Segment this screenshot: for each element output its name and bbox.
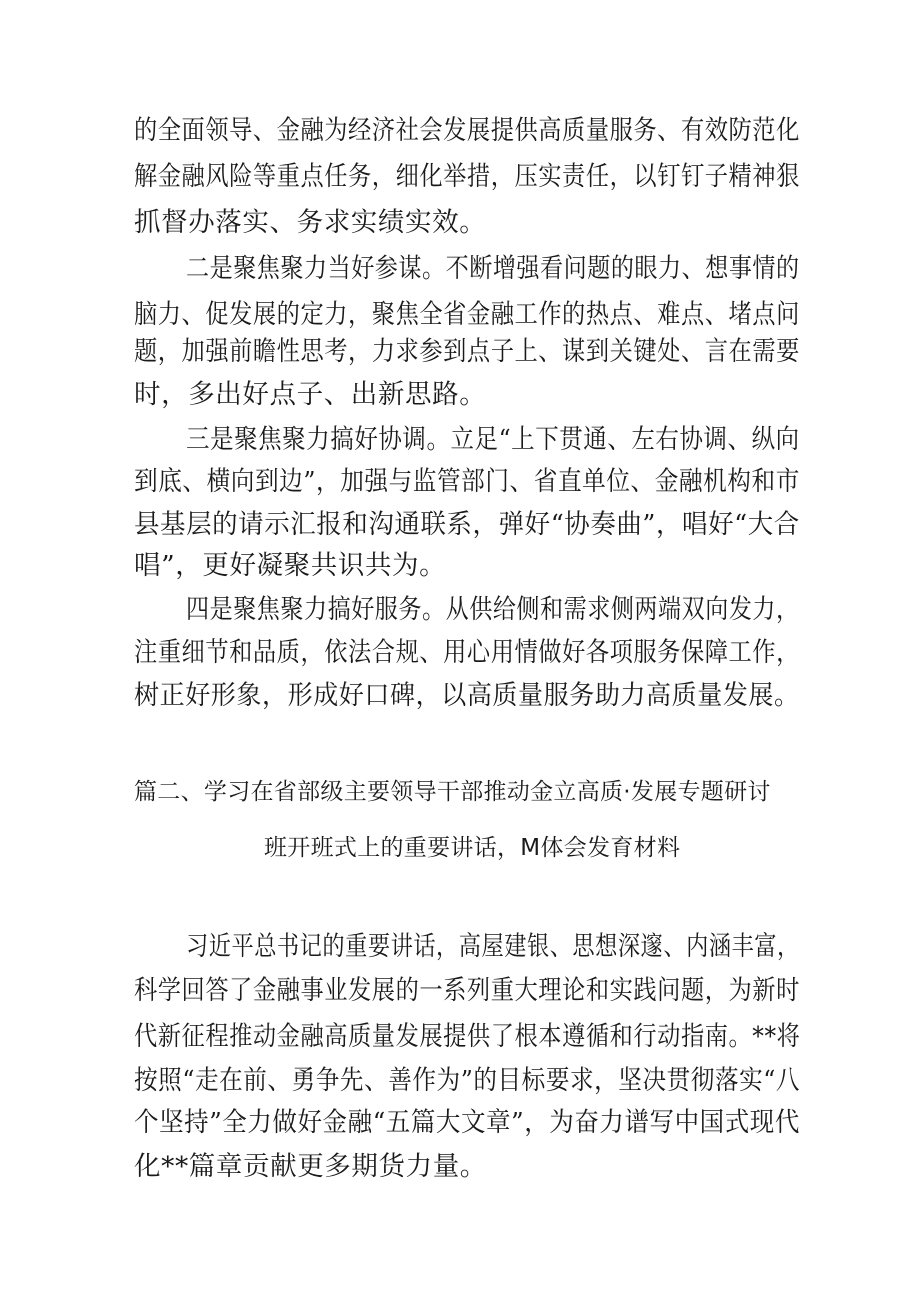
paragraph-line: 四是聚焦聚力搞好服务。从供给侧和需求侧两端双向发力， [186,594,800,625]
paragraph-line: 到底、横向到边”，加强与监管部门、省直单位、金融机构和市 [134,466,800,497]
paragraph-line: 化**篇章贡献更多期货力量。 [134,1151,487,1182]
paragraph-line: 脑力、促发展的定力，聚焦全省金融工作的热点、难点、堵点问 [134,299,800,330]
paragraph-line: 注重细节和品质，依法合规、用心用情做好各项服务保障工作， [134,637,800,668]
section-heading-line-1: 篇二、学习在省部级主要领导干部推动金立高质·发展专题研讨 [134,779,771,805]
paragraph-line: 科学回答了金融事业发展的一系列重大理论和实践问题，为新时 [134,975,800,1006]
paragraph-line: 题，加强前瞻性思考，力求参到点子上、谋到关键处、言在需要 [134,336,800,367]
paragraph-line: 树正好形象，形成好口碑，以高质量服务助力高质量发展。 [134,680,800,711]
paragraph-line: 的全面领导、金融为经济社会发展提供高质量服务、有效防范化 [134,115,800,146]
paragraph-line: 抓督办落实、务求实绩实效。 [134,207,487,238]
paragraph-line: 按照“走在前、勇争先、善作为”的目标要求，坚决贯彻落实“八 [134,1065,801,1096]
paragraph-line: 县基层的请示汇报和沟通联系，弹好“协奏曲”，唱好“大合 [134,509,800,540]
paragraph-line: 三是聚焦聚力搞好协调。立足“上下贯通、左右协调、纵向 [186,424,800,455]
paragraph-line: 唱”，更好凝聚共识共为。 [134,550,447,581]
paragraph-line: 解金融风险等重点任务，细化举措，压实责任，以钉钉子精神狠 [134,161,800,192]
paragraph-line: 个坚持”全力做好金融“五篇大文章”，为奋力谱写中国式现代 [134,1107,800,1138]
paragraph-line: 二是聚焦聚力当好参谋。不断增强看问题的眼力、想事情的 [186,253,800,284]
paragraph-line: 代新征程推动金融高质量发展提供了根本遵循和行动指南。**将 [134,1021,801,1052]
paragraph-line: 时，多出好点子、出新思路。 [134,379,487,410]
paragraph-line: 习近平总书记的重要讲话，高屋建银、思想深邃、内涵丰富， [186,931,800,962]
section-heading-line-2: 班开班式上的重要讲话，M体会发育材料 [264,835,681,861]
